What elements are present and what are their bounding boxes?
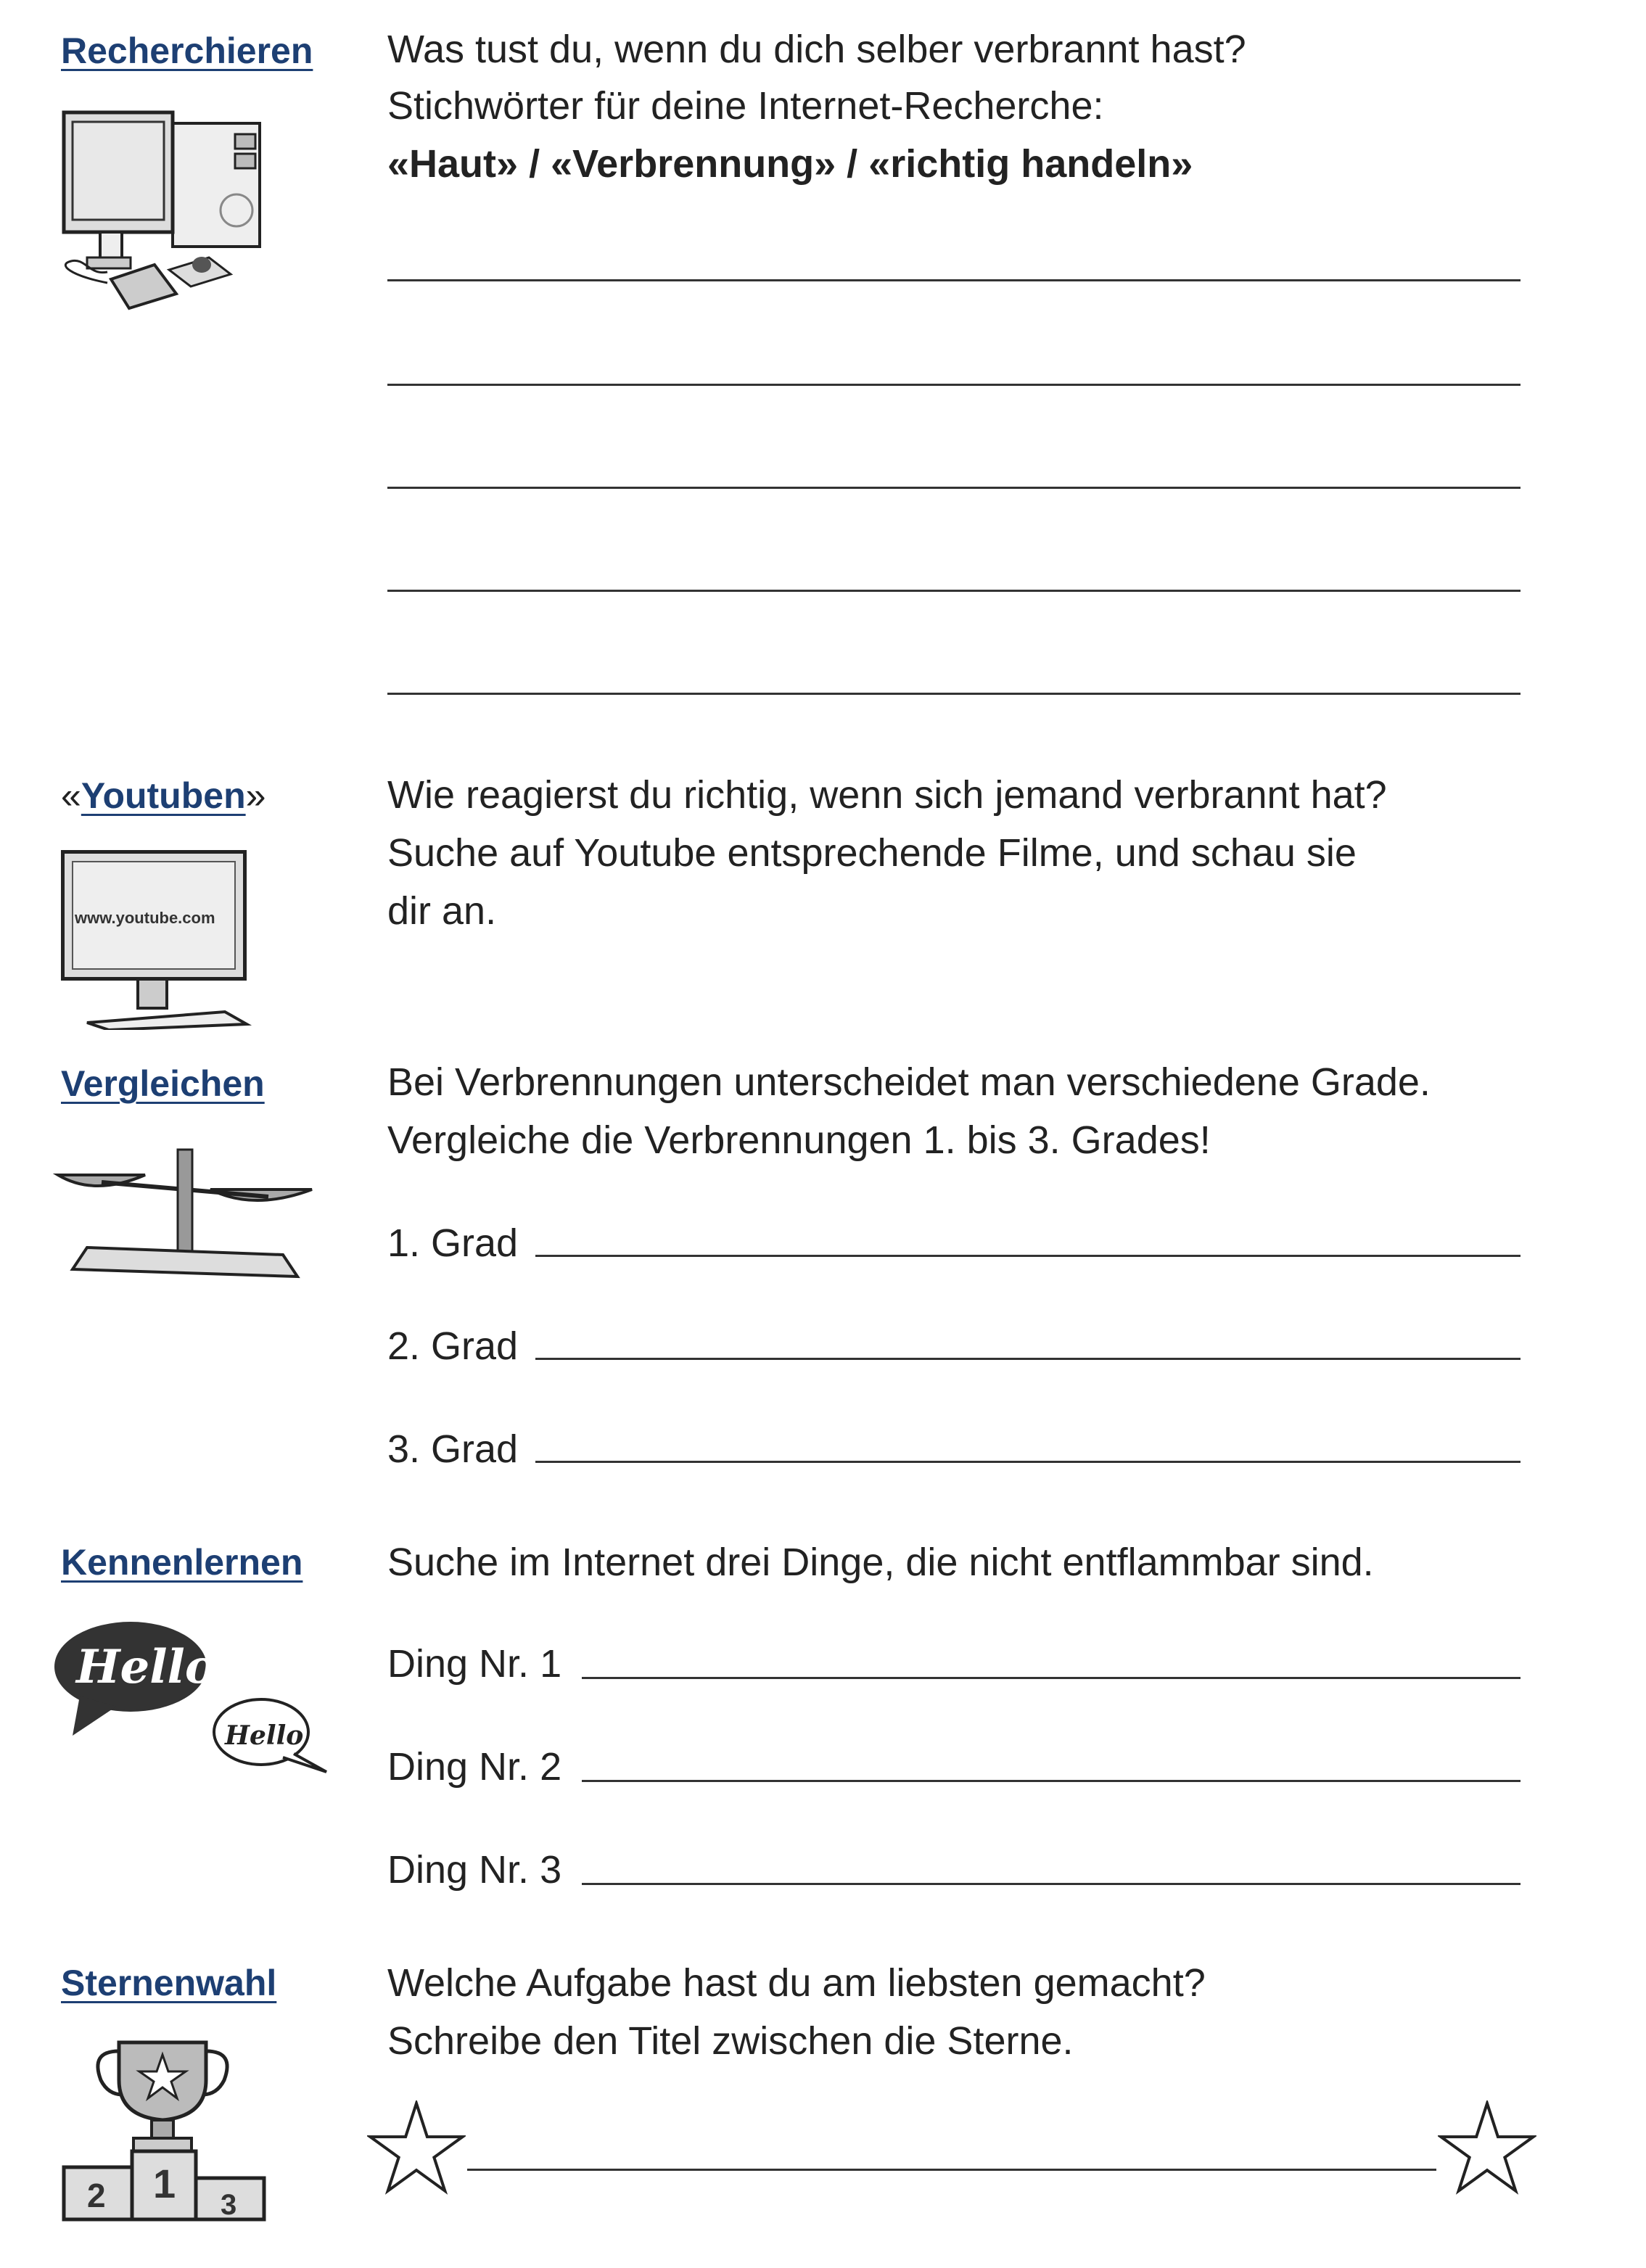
answer-line[interactable] (582, 1677, 1521, 1679)
grade-row-1 (387, 1214, 518, 1272)
answer-line[interactable] (387, 590, 1521, 592)
screen-url-text: www.youtube.com (75, 909, 215, 927)
section-label-youtuben: «Youtuben» (61, 775, 266, 816)
question-text: Suche im Internet drei Dinge, die nicht entflammbar sind. (387, 1541, 1374, 1584)
instruction-text: Vergleiche die Verbrennungen 1. bis 3. Grades! (387, 1118, 1211, 1162)
item-row-3 (387, 1841, 561, 1899)
grade-row-3 (387, 1420, 518, 1478)
answer-line[interactable] (387, 487, 1521, 489)
star-icon-left (367, 2100, 466, 2195)
section-label-recherchieren: Recherchieren (61, 30, 313, 71)
computer-icon (57, 109, 340, 312)
answer-line[interactable] (387, 693, 1521, 695)
answer-line[interactable] (582, 1883, 1521, 1885)
section-label-sternenwahl: Sternenwahl (61, 1963, 277, 2003)
answer-line[interactable] (387, 279, 1521, 281)
trophy-podium-icon (61, 2037, 267, 2222)
instruction-text: Suche auf Youtube entsprechende Filme, und schau sie (387, 831, 1357, 875)
question-text: Was tust du, wenn du dich selber verbrannt hast? (387, 28, 1246, 71)
item-label: Ding Nr. 2 (387, 1745, 562, 1789)
item-row-2 (387, 1738, 561, 1796)
answer-line[interactable] (582, 1780, 1521, 1782)
svg-text:3: 3 (221, 2189, 237, 2221)
answer-line[interactable] (387, 384, 1521, 386)
grade-label: 3. Grad (387, 1427, 519, 1471)
question-text: Bei Verbrennungen unterscheidet man verschiedene Grade. (387, 1060, 1431, 1104)
balance-scale-icon (36, 1139, 341, 1291)
section-label-kennenlernen: Kennenlernen (61, 1542, 303, 1583)
grade-label: 1. Grad (387, 1221, 519, 1265)
item-row-1 (387, 1635, 561, 1693)
svg-text:1: 1 (153, 2161, 176, 2206)
answer-line[interactable] (535, 1255, 1521, 1257)
item-label: Ding Nr. 1 (387, 1642, 562, 1686)
instruction-text: dir an. (387, 889, 497, 933)
monitor-icon (61, 850, 247, 981)
star-icon-right (1438, 2100, 1536, 2195)
grade-row-2 (387, 1317, 518, 1375)
answer-line[interactable] (535, 1358, 1521, 1360)
svg-text:Hello: Hello (76, 1640, 216, 1694)
monitor-stand-icon (80, 979, 254, 1030)
section-label-vergleichen: Vergleichen (61, 1063, 265, 1104)
item-label: Ding Nr. 3 (387, 1848, 562, 1892)
title-answer-line[interactable] (467, 2169, 1436, 2171)
keywords-text: «Haut» / «Verbrennung» / «richtig handeln» (387, 142, 1193, 186)
instruction-text: Schreibe den Titel zwischen die Sterne. (387, 2019, 1074, 2063)
answer-line[interactable] (535, 1461, 1521, 1463)
svg-text:2: 2 (87, 2177, 106, 2214)
instruction-text: Stichwörter für deine Internet-Recherche: (387, 84, 1104, 128)
speech-bubbles-icon (51, 1616, 334, 1776)
question-text: Welche Aufgabe hast du am liebsten gemacht? (387, 1961, 1206, 2005)
question-text: Wie reagierst du richtig, wenn sich jemand verbrannt hat? (387, 773, 1387, 817)
svg-text:Hello: Hello (225, 1720, 304, 1751)
grade-label: 2. Grad (387, 1324, 519, 1368)
